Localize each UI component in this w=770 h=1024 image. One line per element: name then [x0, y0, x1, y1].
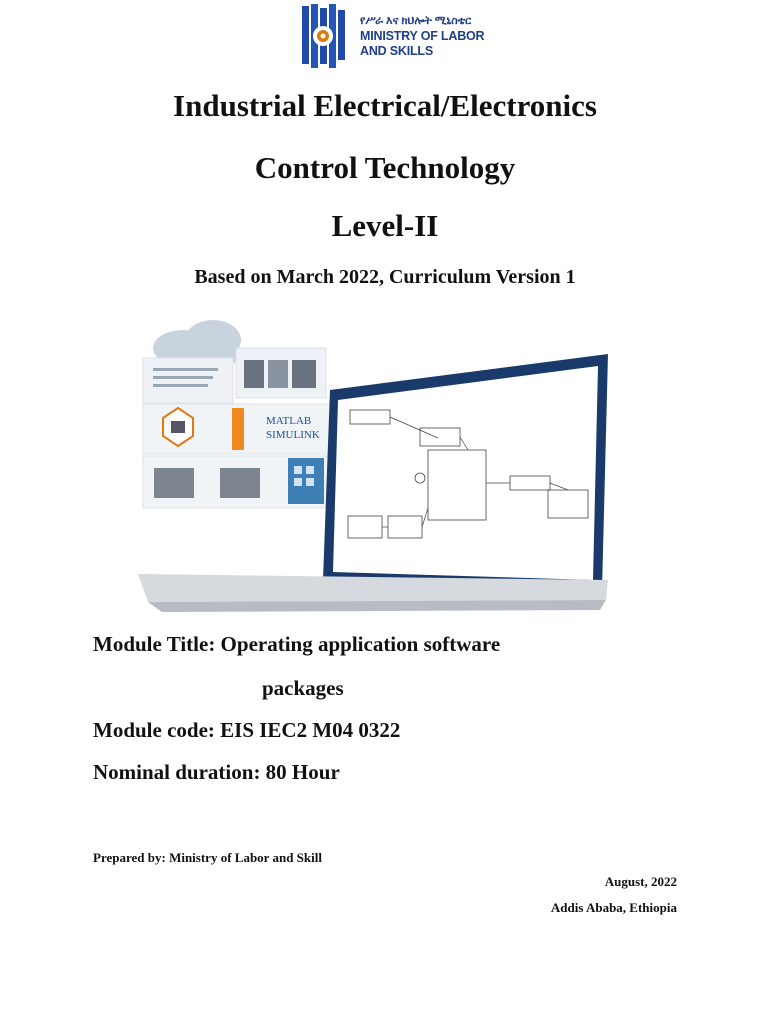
publication-place: Addis Ababa, Ethiopia	[550, 900, 677, 915]
matlab-label: MATLAB	[266, 415, 312, 427]
curriculum-basis: Based on March 2022, Curriculum Version 1	[194, 266, 576, 288]
document-title-line2: Control Technology	[254, 150, 516, 185]
ministry-name-line2: AND SKILLS	[360, 44, 434, 58]
publication-date: August, 2022	[604, 874, 677, 889]
ministry-emblem-icon	[298, 2, 358, 72]
document-level: Level-II	[331, 208, 439, 243]
nominal-duration: Nominal duration: 80 Hour	[93, 760, 340, 784]
module-code: Module code: EIS IEC2 M04 0322	[93, 718, 401, 742]
prepared-by: Prepared by: Ministry of Labor and Skill	[93, 850, 322, 865]
module-title: Module Title: Operating application software	[93, 632, 501, 656]
document-title-line1: Industrial Electrical/Electronics	[173, 88, 597, 123]
ministry-name	[360, 14, 484, 59]
simulink-label: SIMULINK	[266, 429, 320, 441]
ministry-name-amharic: የሥራ እና ክህሎት ሚኒስቴር	[360, 15, 472, 27]
laptop-illustration	[138, 318, 618, 618]
laptop-screen	[323, 354, 608, 590]
module-title-continuation: packages	[262, 676, 344, 700]
ministry-name-line1: MINISTRY OF LABOR	[360, 29, 485, 43]
